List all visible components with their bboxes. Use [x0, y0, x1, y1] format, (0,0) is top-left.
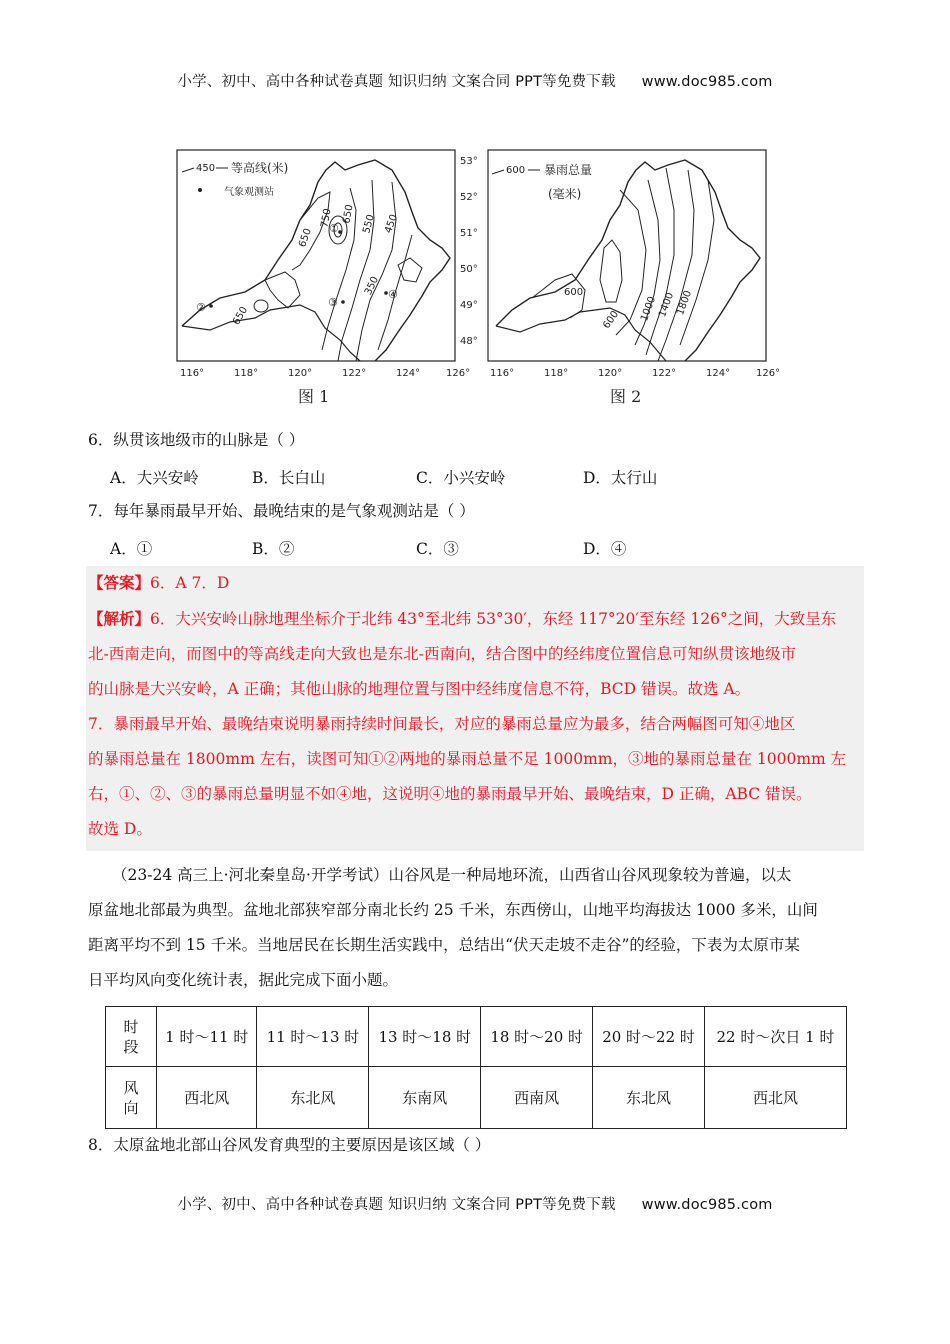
contour-line: [600, 240, 622, 302]
header-url[interactable]: www.doc985.com: [641, 74, 773, 90]
table-header-cell: 风 向: [106, 1067, 157, 1129]
contour-line: [265, 272, 300, 308]
analysis-line: 【解析】6．大兴安岭山脉地理坐标介于北纬 43°至北纬 53°30′，东经 117°20′至东经 126°之间，大致呈东: [88, 609, 837, 628]
map1-legend-value: 450: [196, 163, 216, 174]
lon-tick: 122°: [342, 368, 367, 379]
contour-label: 600: [564, 287, 584, 298]
map2-legend-value: 600: [506, 165, 526, 176]
analysis-line: 的暴雨总量在 1800mm 左右，读图可知①②两地的暴雨总量不足 1000mm，③地的暴雨总量在 1000mm 左: [88, 750, 847, 768]
station-1-label: ①: [329, 222, 339, 235]
contour-label: 650: [297, 227, 314, 249]
table-cell: 11 时～13 时: [257, 1007, 369, 1067]
table-cell: 东南风: [369, 1067, 481, 1129]
footer-text: 小学、初中、高中各种试卷真题 知识归纳 文案合同 PPT等免费下载: [177, 1197, 616, 1213]
contour-label: 600: [601, 309, 622, 331]
table-cell: 东北风: [593, 1067, 705, 1129]
answer-analysis: [88, 565, 864, 847]
lon-tick: 118°: [544, 368, 569, 379]
contour-label: 750: [319, 207, 334, 229]
q7-option-d[interactable]: D．④: [583, 540, 627, 558]
analysis-line: 右，①、②、③的暴雨总量明显不如④地，这说明④地的暴雨最早开始、最晚结束，D 正确，ABC 错误。: [88, 785, 812, 803]
map2-boundary: [496, 160, 760, 361]
q6-option-c[interactable]: C．小兴安岭: [416, 469, 506, 487]
analysis-line: 7．暴雨最早开始、最晚结束说明暴雨持续时间最长，对应的暴雨总量应为最多，结合两幅图可知④地区: [88, 715, 796, 733]
table-cell: 西南风: [481, 1067, 593, 1129]
q6-stem: 6．纵贯该地级市的山脉是（ ）: [88, 431, 305, 449]
station-2-dot: [209, 304, 213, 308]
table-cell: 20 时～22 时: [593, 1007, 705, 1067]
table-cell: 22 时～次日 1 时: [704, 1007, 846, 1067]
lon-tick: 126°: [446, 368, 471, 379]
table-row: [106, 1067, 847, 1129]
station-3-label: ③: [328, 296, 338, 309]
contour-label: 350: [363, 274, 382, 297]
answer-line: [88, 565, 864, 601]
lon-tick: 118°: [234, 368, 259, 379]
map1-legend-label: 等高线(米): [231, 161, 289, 175]
station-2-label: ②: [196, 301, 206, 314]
lon-tick: 122°: [652, 368, 677, 379]
map1-caption: 图 1: [298, 387, 330, 406]
q7-option-b[interactable]: B．②: [252, 540, 295, 558]
lat-tick: 50°: [460, 264, 478, 275]
map2-legend-unit: (毫米): [548, 187, 582, 201]
lat-tick: 52°: [460, 192, 478, 203]
lon-tick: 116°: [180, 368, 205, 379]
table-cell: 西北风: [704, 1067, 846, 1129]
contour-line: [658, 170, 694, 361]
lon-tick: 124°: [396, 368, 421, 379]
passage-line: 原盆地北部最为典型。盆地北部狭窄部分南北长约 25 千米，东西傍山，山地平均海拔达 1000 多米，山间: [88, 901, 818, 919]
station-3-dot: [341, 300, 345, 304]
q6-option-a[interactable]: A．大兴安岭: [110, 469, 199, 487]
lon-tick: 126°: [756, 368, 781, 379]
table-cell: 东北风: [257, 1067, 369, 1129]
contour-label: 1000: [639, 295, 659, 323]
map1-boundary: [182, 160, 450, 361]
map1-frame: [177, 150, 455, 361]
passage-line: （23-24 高三上·河北秦皇岛·开学考试）山谷风是一种局地环流，山西省山谷风现象较为普遍，以太: [112, 866, 792, 884]
analysis-line: 北-西南走向，而图中的等高线走向大致也是东北-西南向，结合图中的经纬度位置信息可知纵贯该地级市: [88, 645, 796, 663]
analysis-line: 的山脉是大兴安岭，A 正确；其他山脉的地理位置与图中经纬度信息不符，BCD 错误。故选 A。: [88, 680, 751, 698]
lon-tick: 120°: [598, 368, 623, 379]
contour-label: 450: [383, 213, 400, 235]
q7-option-c[interactable]: C．③: [416, 540, 459, 558]
q8-stem: 8．太原盆地北部山谷风发育典型的主要原因是该区域（ ）: [88, 1136, 491, 1154]
maps-figure: [160, 140, 790, 410]
map1-legend-station: 气象观测站: [224, 187, 274, 198]
q7-stem: 7．每年暴雨最早开始、最晚结束的是气象观测站是（ ）: [88, 502, 475, 520]
map2-caption: 图 2: [610, 387, 642, 406]
contour-line: [680, 180, 714, 345]
analysis-tag: 【解析】: [88, 609, 151, 628]
lat-tick: 49°: [460, 300, 478, 311]
answer-tag: 【答案】: [88, 573, 151, 592]
table-row: [106, 1007, 847, 1067]
lon-tick: 120°: [288, 368, 313, 379]
table-header-cell: 时 段: [106, 1007, 157, 1067]
lat-tick: 51°: [460, 228, 478, 239]
table-cell: 西北风: [157, 1067, 257, 1129]
footer-url[interactable]: www.doc985.com: [641, 1197, 773, 1213]
q6-option-b[interactable]: B．长白山: [252, 469, 326, 487]
contour-label: 650: [231, 304, 251, 327]
lon-tick: 124°: [706, 368, 731, 379]
lon-tick: 116°: [490, 368, 515, 379]
page-header: [0, 70, 950, 91]
passage-line: 距离平均不到 15 千米。当地居民在长期生活实践中，总结出“伏天走坡不走谷”的经验，下表为太原市某: [88, 936, 800, 954]
lat-tick: 48°: [460, 336, 478, 347]
answer-text: 6．A 7．D: [150, 574, 230, 592]
header-text: 小学、初中、高中各种试卷真题 知识归纳 文案合同 PPT等免费下载: [177, 74, 616, 90]
table-cell: 1 时～11 时: [157, 1007, 257, 1067]
lat-tick: 53°: [460, 156, 478, 167]
table-cell: 18 时～20 时: [481, 1007, 593, 1067]
analysis-line: 故选 D。: [88, 820, 152, 838]
contour-label: 650: [341, 203, 356, 225]
table-cell: 13 时～18 时: [369, 1007, 481, 1067]
wind-direction-table: [105, 1006, 847, 1129]
contour-label: 550: [361, 213, 377, 235]
contour-line: [356, 182, 396, 361]
page-footer: [0, 1193, 950, 1214]
passage: [88, 858, 864, 998]
map2-frame: [488, 150, 766, 361]
passage-line: 日平均风向变化统计表，据此完成下面小题。: [88, 971, 399, 989]
contour-label: 1800: [675, 289, 695, 317]
q6-option-d[interactable]: D．太行山: [583, 469, 658, 487]
q7-option-a[interactable]: A．①: [110, 540, 153, 558]
contour-label: 1400: [657, 291, 677, 319]
station-legend-icon: [198, 188, 202, 192]
station-4-label: ④: [388, 288, 398, 301]
contour-line: [254, 300, 268, 312]
map2-legend-label: 暴雨总量: [544, 163, 593, 177]
